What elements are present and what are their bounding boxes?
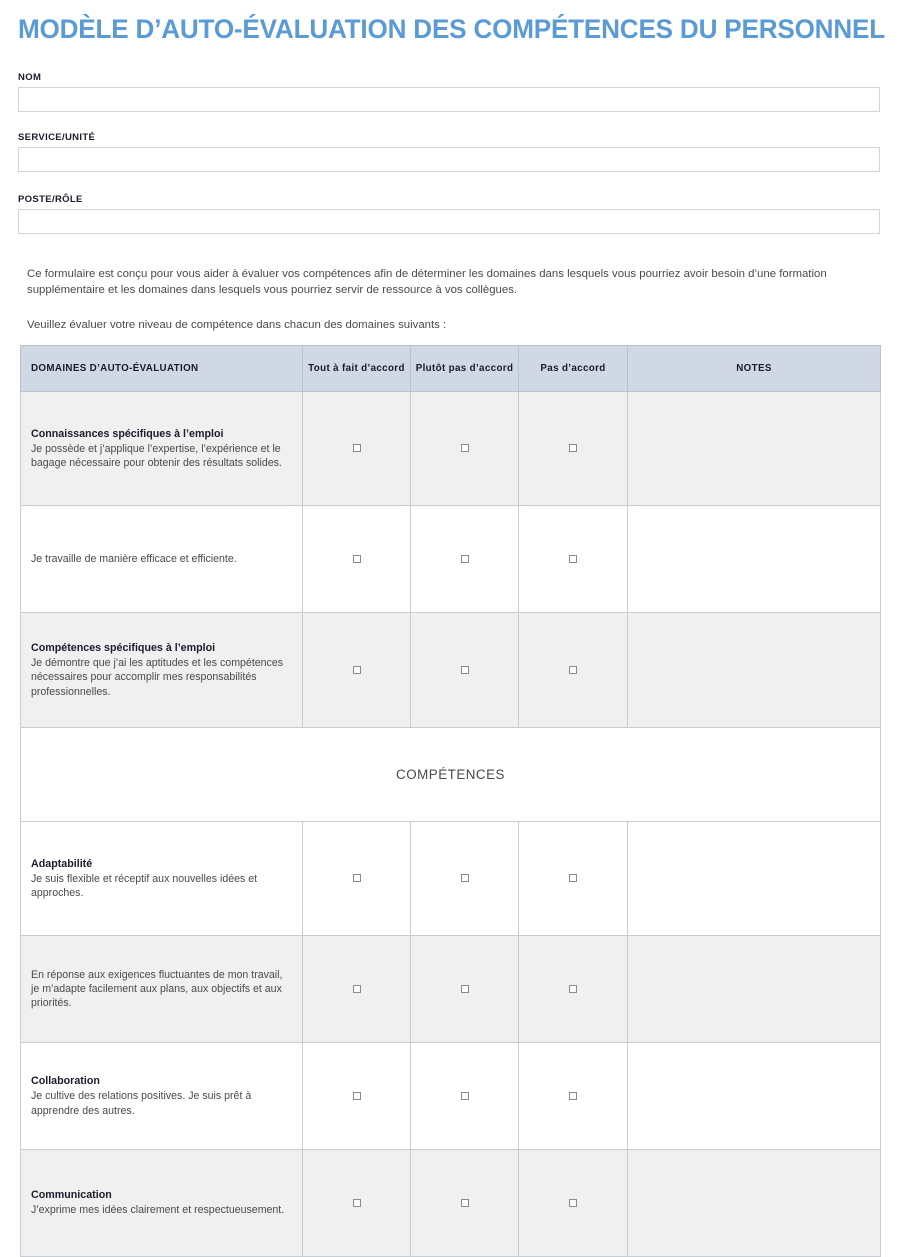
checkbox-tout-a-fait-daccord[interactable] [353, 444, 361, 452]
checkbox-plutot-pas-daccord[interactable] [461, 1199, 469, 1207]
intro-paragraph: Ce formulaire est conçu pour vous aider à évaluer vos compétences afin de déterminer les domaines dans lesquels vous pourriez avoir besoin d’une formation supplémentaire et les domaines dans lesquels vous pourriez servir de ressource à vos collègues. [27, 268, 827, 296]
domain-description: Je suis flexible et réceptif aux nouvelles idées et approches. [31, 872, 258, 899]
checkbox-pas-daccord[interactable] [569, 985, 577, 993]
notes-cell[interactable] [628, 822, 881, 936]
checkbox-pas-daccord[interactable] [569, 874, 577, 882]
checkbox-plutot-pas-daccord[interactable] [461, 985, 469, 993]
checkbox-cell [303, 506, 411, 613]
notes-cell[interactable] [628, 936, 881, 1043]
poste-role-input[interactable] [18, 209, 880, 234]
table-row [21, 1043, 881, 1150]
domain-description: Je démontre que j’ai les aptitudes et les compétences nécessaires pour accomplir mes responsabilités professionnelles. [31, 657, 284, 698]
checkbox-cell [411, 936, 519, 1043]
service-unite-input[interactable] [18, 147, 880, 172]
notes-cell[interactable] [628, 506, 881, 613]
checkbox-tout-a-fait-daccord[interactable] [353, 874, 361, 882]
domain-cell [21, 822, 303, 936]
field-nom [18, 72, 880, 112]
checkbox-cell [303, 392, 411, 506]
checkbox-cell [303, 822, 411, 936]
domain-cell [21, 1150, 303, 1257]
checkbox-cell [519, 1043, 628, 1150]
domain-cell [21, 1043, 303, 1150]
field-nom-label: NOM [18, 72, 42, 83]
domain-title: Compétences spécifiques à l’emploi [31, 642, 216, 655]
table-section-row [21, 728, 881, 822]
checkbox-cell [411, 1150, 519, 1257]
column-header-tout-a-fait-daccord: Tout à fait d’accord [303, 346, 411, 392]
domain-title: Adaptabilité [31, 857, 93, 870]
checkbox-cell [303, 936, 411, 1043]
table-row [21, 1150, 881, 1257]
domain-cell [21, 392, 303, 506]
notes-cell[interactable] [628, 392, 881, 506]
field-service-unite [18, 132, 880, 172]
self-assessment-table [20, 345, 881, 1257]
checkbox-cell [411, 392, 519, 506]
domain-title: Collaboration [31, 1075, 100, 1088]
domain-description: J’exprime mes idées clairement et respectueusement. [31, 1204, 285, 1217]
domain-description: Je possède et j’applique l’expertise, l’expérience et le bagage nécessaire pour obtenir des résultats solides. [31, 442, 282, 469]
domain-title: Communication [31, 1189, 112, 1202]
column-header-domaines: DOMAINES D’AUTO-ÉVALUATION [21, 346, 303, 392]
domain-description: En réponse aux exigences fluctuantes de mon travail, je m’adapte facilement aux plans, aux objectifs et aux priorités. [31, 968, 283, 1010]
domain-description: Je cultive des relations positives. Je suis prêt à apprendre des autres. [31, 1090, 252, 1117]
checkbox-cell [411, 822, 519, 936]
table-header-row [21, 346, 881, 392]
checkbox-pas-daccord[interactable] [569, 555, 577, 563]
domain-cell [21, 936, 303, 1043]
checkbox-pas-daccord[interactable] [569, 1092, 577, 1100]
intro-instruction: Veuillez évaluer votre niveau de compétence dans chacun des domaines suivants : [27, 319, 447, 331]
domain-description: Je travaille de manière efficace et efficiente. [31, 552, 237, 565]
checkbox-cell [411, 1043, 519, 1150]
checkbox-plutot-pas-daccord[interactable] [461, 1092, 469, 1100]
notes-cell[interactable] [628, 1043, 881, 1150]
checkbox-cell [519, 392, 628, 506]
page-title: MODÈLE D’AUTO-ÉVALUATION DES COMPÉTENCES DU PERSONNEL [18, 14, 885, 44]
checkbox-pas-daccord[interactable] [569, 1199, 577, 1207]
checkbox-plutot-pas-daccord[interactable] [461, 444, 469, 452]
domain-title: Connaissances spécifiques à l’emploi [31, 427, 224, 440]
column-header-plutot-pas-daccord: Plutôt pas d’accord [411, 346, 519, 392]
checkbox-tout-a-fait-daccord[interactable] [353, 555, 361, 563]
checkbox-cell [519, 936, 628, 1043]
table-row [21, 936, 881, 1043]
checkbox-cell [411, 506, 519, 613]
field-poste-role [18, 194, 880, 234]
field-service-unite-label: SERVICE/UNITÉ [18, 132, 96, 143]
checkbox-pas-daccord[interactable] [569, 444, 577, 452]
checkbox-tout-a-fait-daccord[interactable] [353, 1092, 361, 1100]
domain-cell [21, 506, 303, 613]
checkbox-cell [411, 613, 519, 728]
checkbox-cell [303, 1043, 411, 1150]
checkbox-cell [519, 506, 628, 613]
checkbox-cell [303, 613, 411, 728]
section-heading: COMPÉTENCES [21, 728, 881, 822]
domain-cell [21, 613, 303, 728]
checkbox-tout-a-fait-daccord[interactable] [353, 666, 361, 674]
field-poste-role-label: POSTE/RÔLE [18, 194, 83, 205]
nom-input[interactable] [18, 87, 880, 112]
checkbox-cell [519, 822, 628, 936]
checkbox-pas-daccord[interactable] [569, 666, 577, 674]
notes-cell[interactable] [628, 613, 881, 728]
checkbox-tout-a-fait-daccord[interactable] [353, 985, 361, 993]
table-row [21, 822, 881, 936]
checkbox-plutot-pas-daccord[interactable] [461, 555, 469, 563]
column-header-notes: NOTES [628, 346, 881, 392]
checkbox-plutot-pas-daccord[interactable] [461, 874, 469, 882]
table-row [21, 613, 881, 728]
checkbox-tout-a-fait-daccord[interactable] [353, 1199, 361, 1207]
checkbox-plutot-pas-daccord[interactable] [461, 666, 469, 674]
table-row [21, 506, 881, 613]
notes-cell[interactable] [628, 1150, 881, 1257]
column-header-pas-daccord: Pas d’accord [519, 346, 628, 392]
checkbox-cell [519, 613, 628, 728]
checkbox-cell [519, 1150, 628, 1257]
checkbox-cell [303, 1150, 411, 1257]
table-row [21, 392, 881, 506]
